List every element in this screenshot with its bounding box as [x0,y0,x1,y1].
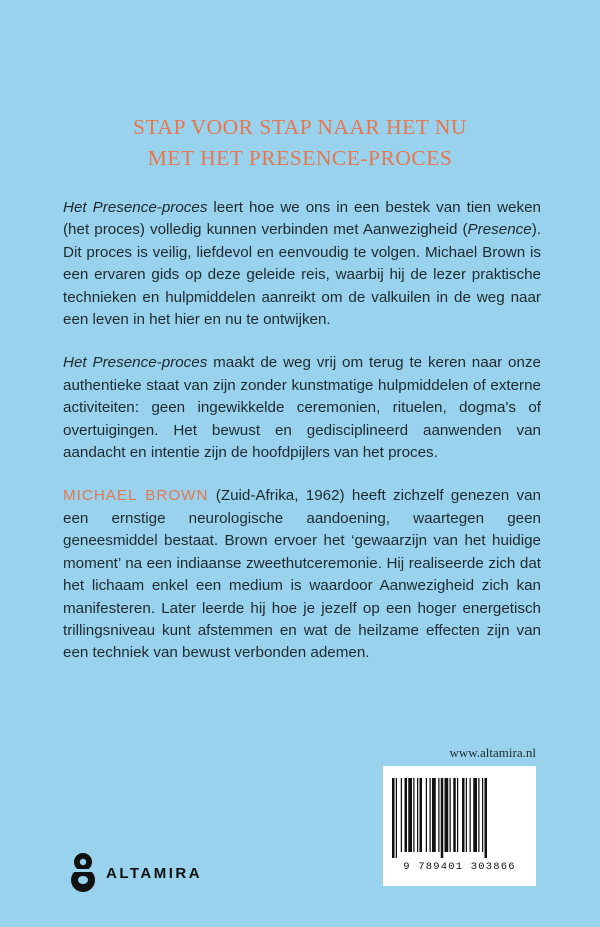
headline-line-1: STAP VOOR STAP NAAR HET NU [133,115,467,139]
book-title-italic: Het Presence-proces [63,354,208,372]
paragraph-process-text: maakt de weg vrij om terug te keren naar onze authentieke staat van zijn zonder kunstmatige hulpmiddelen of externe activiteiten: geen ingewikkelde ceremonien, rituelen, dogma's of overtuigingen. Het bewust en gedisciplineerd aanwenden van aandacht en intentie zijn de hoofdpijlers van het proces. [63,354,541,462]
headline-line-2: MET HET PRESENCE-PROCES [147,146,453,170]
paragraph-author [63,485,541,664]
barcode-bars [392,778,527,858]
paragraph-intro-text-a: leert hoe we ons in een bestek van tien weken (het proces) volledig kunnen verbinden met Aanwezigheid ( [63,199,541,239]
book-title-italic: Het Presence-proces [63,199,208,216]
presence-italic: Presence [467,221,532,239]
paragraph-author-text: (Zuid-Afrika, 1962) heeft zichzelf genezen van een ernstige neurologische aandoening, waartegen geen geneesmiddel bestaat. Brown ervoer het ‘gewaarzijn van het huidige moment’ na een indiaanse zweethutceremonie. Hij realiseerde zich dat het lichaam enkel een medium is waardoor Aanwezigheid zich kan manifesteren. Later leerde hij hoe je jezelf op een hoger energetisch trillingsniveau kunt afstemmen en wat de heilzame effecten zijn van een techniek van bewust verbonden ademen. [63,487,541,662]
author-name: MICHAEL BROWN [63,487,209,505]
isbn-barcode [383,766,536,886]
publisher-website: www.altamira.nl [449,745,536,760]
publisher-name: ALTAMIRA [106,865,203,882]
headline [0,112,600,174]
paragraph-intro [63,197,541,331]
paragraph-process [63,352,541,464]
back-cover-text [63,197,541,686]
isbn-number: 9 789401 303866 [403,861,516,873]
altamira-logo-icon [66,851,100,893]
paragraph-intro-text-b: ). Dit proces is veilig, liefdevol en eenvoudig te volgen. Michael Brown is een ervaren gids op deze geleide reis, waarbij hij de lezer praktische technieken en hulpmiddelen aanreikt om de valkuilen in de weg naar een leven in het hier en nu te ontwijken. [63,221,541,329]
